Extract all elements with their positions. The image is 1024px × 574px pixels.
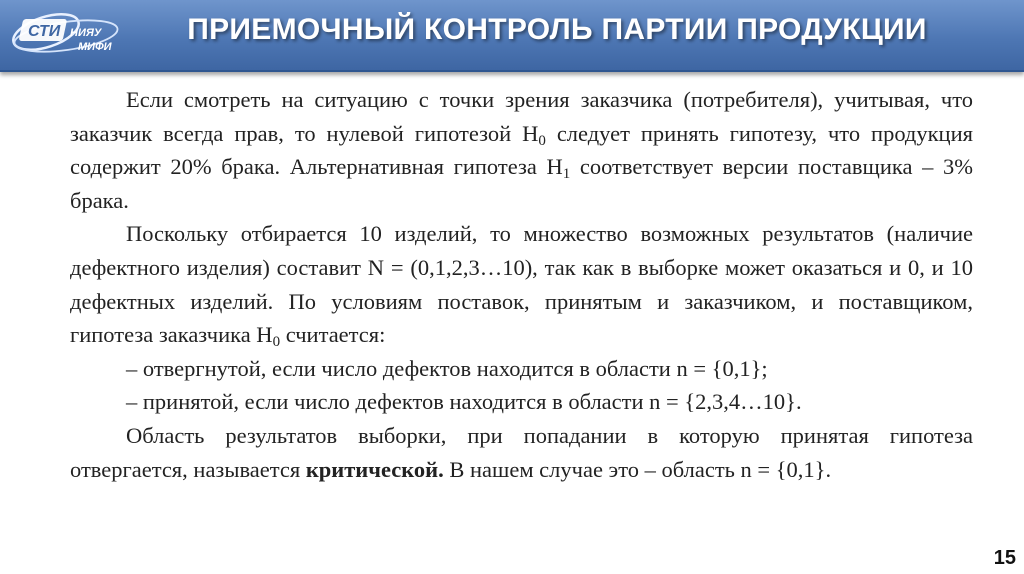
text-segment: Если смотреть на ситуацию с точки зрения заказчика (потребителя), учитывая, что заказчик всегда прав, то нулевой гипотезой H: [70, 87, 973, 146]
bold-term: критической.: [305, 456, 444, 482]
logo-abbr: СТИ: [28, 23, 61, 40]
paragraph-result-set: [70, 217, 973, 351]
text-segment: считается:: [280, 322, 386, 348]
paragraph-accepted-condition: – принятой, если число дефектов находится в области n = {2,3,4…10}.: [126, 389, 802, 415]
subscript: 1: [562, 166, 571, 183]
slide-header: [0, 0, 1024, 72]
slide-body: [70, 83, 973, 486]
text-segment: Область результатов выборки, при попадании в которую принятая гипотеза отвергается, называется: [70, 422, 973, 482]
text-segment: В нашем случае это – область n = {0,1}.: [443, 456, 832, 482]
paragraph-rejected-condition: – отвергнутой, если число дефектов находится в области n = {0,1};: [126, 355, 768, 381]
logo-emblem-icon: [8, 6, 126, 62]
paragraph-critical-region: [70, 419, 973, 486]
logo-line1: НИЯУ: [70, 27, 102, 39]
text-segment: следует принять гипотезу, что продукция содержит 20% брака. Альтернативная гипотеза H: [70, 120, 973, 180]
page-number: 15: [993, 547, 1016, 569]
slide-title: ПРИЕМОЧНЫЙ КОНТРОЛЬ ПАРТИИ ПРОДУКЦИИ: [187, 13, 927, 46]
subscript: 0: [538, 132, 546, 149]
paragraph-null-hypothesis: [70, 83, 973, 217]
text-segment: соответствует версии поставщика – 3% брака.: [70, 154, 973, 213]
subscript: 0: [272, 334, 281, 351]
text-segment: Поскольку отбирается 10 изделий, то множество возможных результатов (наличие дефектного изделия) составит N = (0,1,2,3…10), так как в выборке может оказаться и 0, и 10 дефектных изделий. По условиям поставок, принятым и заказчиком, и поставщиком, гипотеза заказчика H: [70, 221, 973, 348]
logo-line2: МИФИ: [78, 41, 112, 53]
sti-mifi-logo: [8, 6, 126, 62]
